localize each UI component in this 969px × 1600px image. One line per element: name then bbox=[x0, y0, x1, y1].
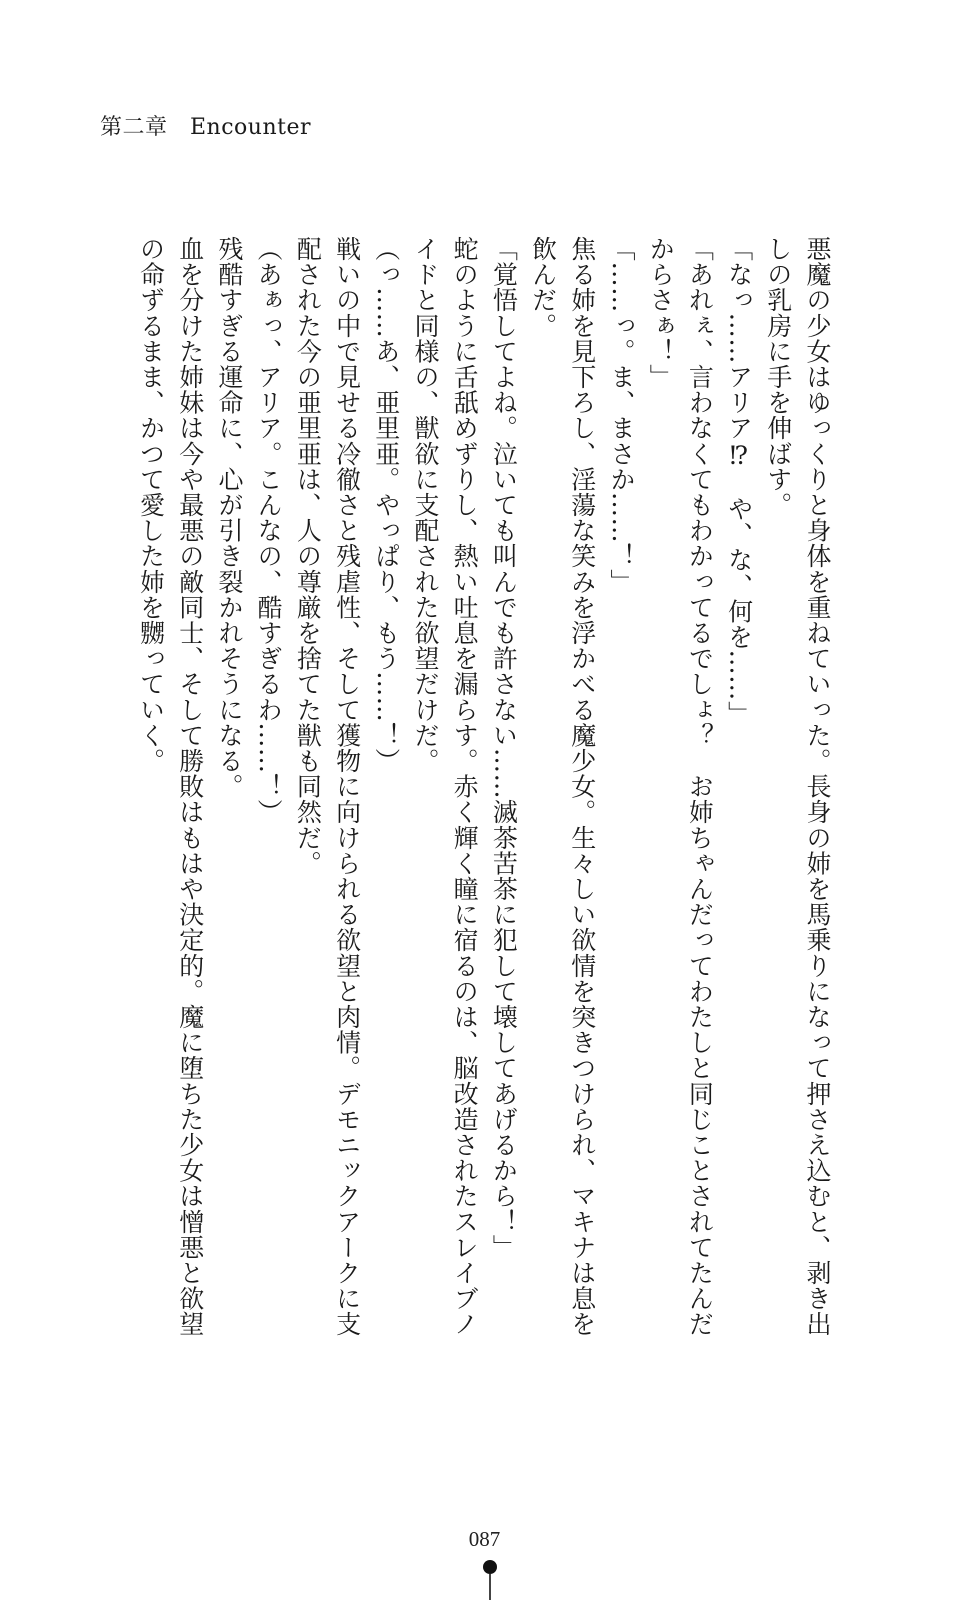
paragraph: 悪魔の少女はゆっくりと身体を重ねていった。長身の姉を馬乗りになって押さえ込むと、剥き出しの乳房に手を伸ばす。 bbox=[763, 236, 832, 1337]
page-marker-line bbox=[489, 1574, 491, 1600]
paragraph: 蛇のように舌舐めずりし、熱い吐息を漏らす。赤く輝く瞳に宿るのは、脳改造されたスレイブノイドと同様の、獣欲に支配された欲望だけだ。 bbox=[410, 236, 480, 1337]
paragraph: 血を分けた姉妹は今や最悪の敵同士、そして勝敗はもはや決定的。魔に堕ちた少女は憎悪と欲望の命ずるまま、かつて愛した姉を嬲っていく。 bbox=[136, 236, 205, 1337]
page-number: 087 bbox=[468, 1527, 501, 1551]
vertical-body-text bbox=[97, 236, 837, 1346]
paragraph: 「あれぇ、言わなくてもわかってるでしょ？ お姉ちゃんだってわたしと同じことされてたんだからさぁ！」 bbox=[646, 236, 715, 1337]
paragraph: 「……っ。ま、まさか……！」 bbox=[606, 236, 636, 595]
paragraph: 残酷すぎる運命に、心が引き裂かれそうになる。 bbox=[214, 236, 244, 800]
paragraph: 焦る姉を見下ろし、淫蕩な笑みを浮かべる魔少女。生々しい欲情を突きつけられ、マキナは息を飲んだ。 bbox=[528, 236, 597, 1337]
paragraph: （っ……あ、亜里亜。やっぱり、もう……！） bbox=[371, 236, 401, 774]
running-header: 第二章 Encounter bbox=[100, 115, 312, 140]
paragraph: （あぁっ、アリア。こんなの、酷すぎるわ……！） bbox=[254, 236, 284, 825]
page-marker-dot bbox=[483, 1560, 497, 1574]
paragraph: 戦いの中で見せる冷徹さと残虐性、そして獲物に向けられる欲望と肉情。デモニックアークに支配された今の亜里亜は、人の尊厳を捨てた獣も同然だ。 bbox=[293, 236, 362, 1337]
paragraph: 「覚悟してよね。泣いても叫んでも許さない……滅茶苦茶に犯して壊してあげるから！」 bbox=[489, 236, 519, 1260]
paragraph: 「なっ……アリア⁉ や、な、何を……」 bbox=[724, 236, 754, 727]
